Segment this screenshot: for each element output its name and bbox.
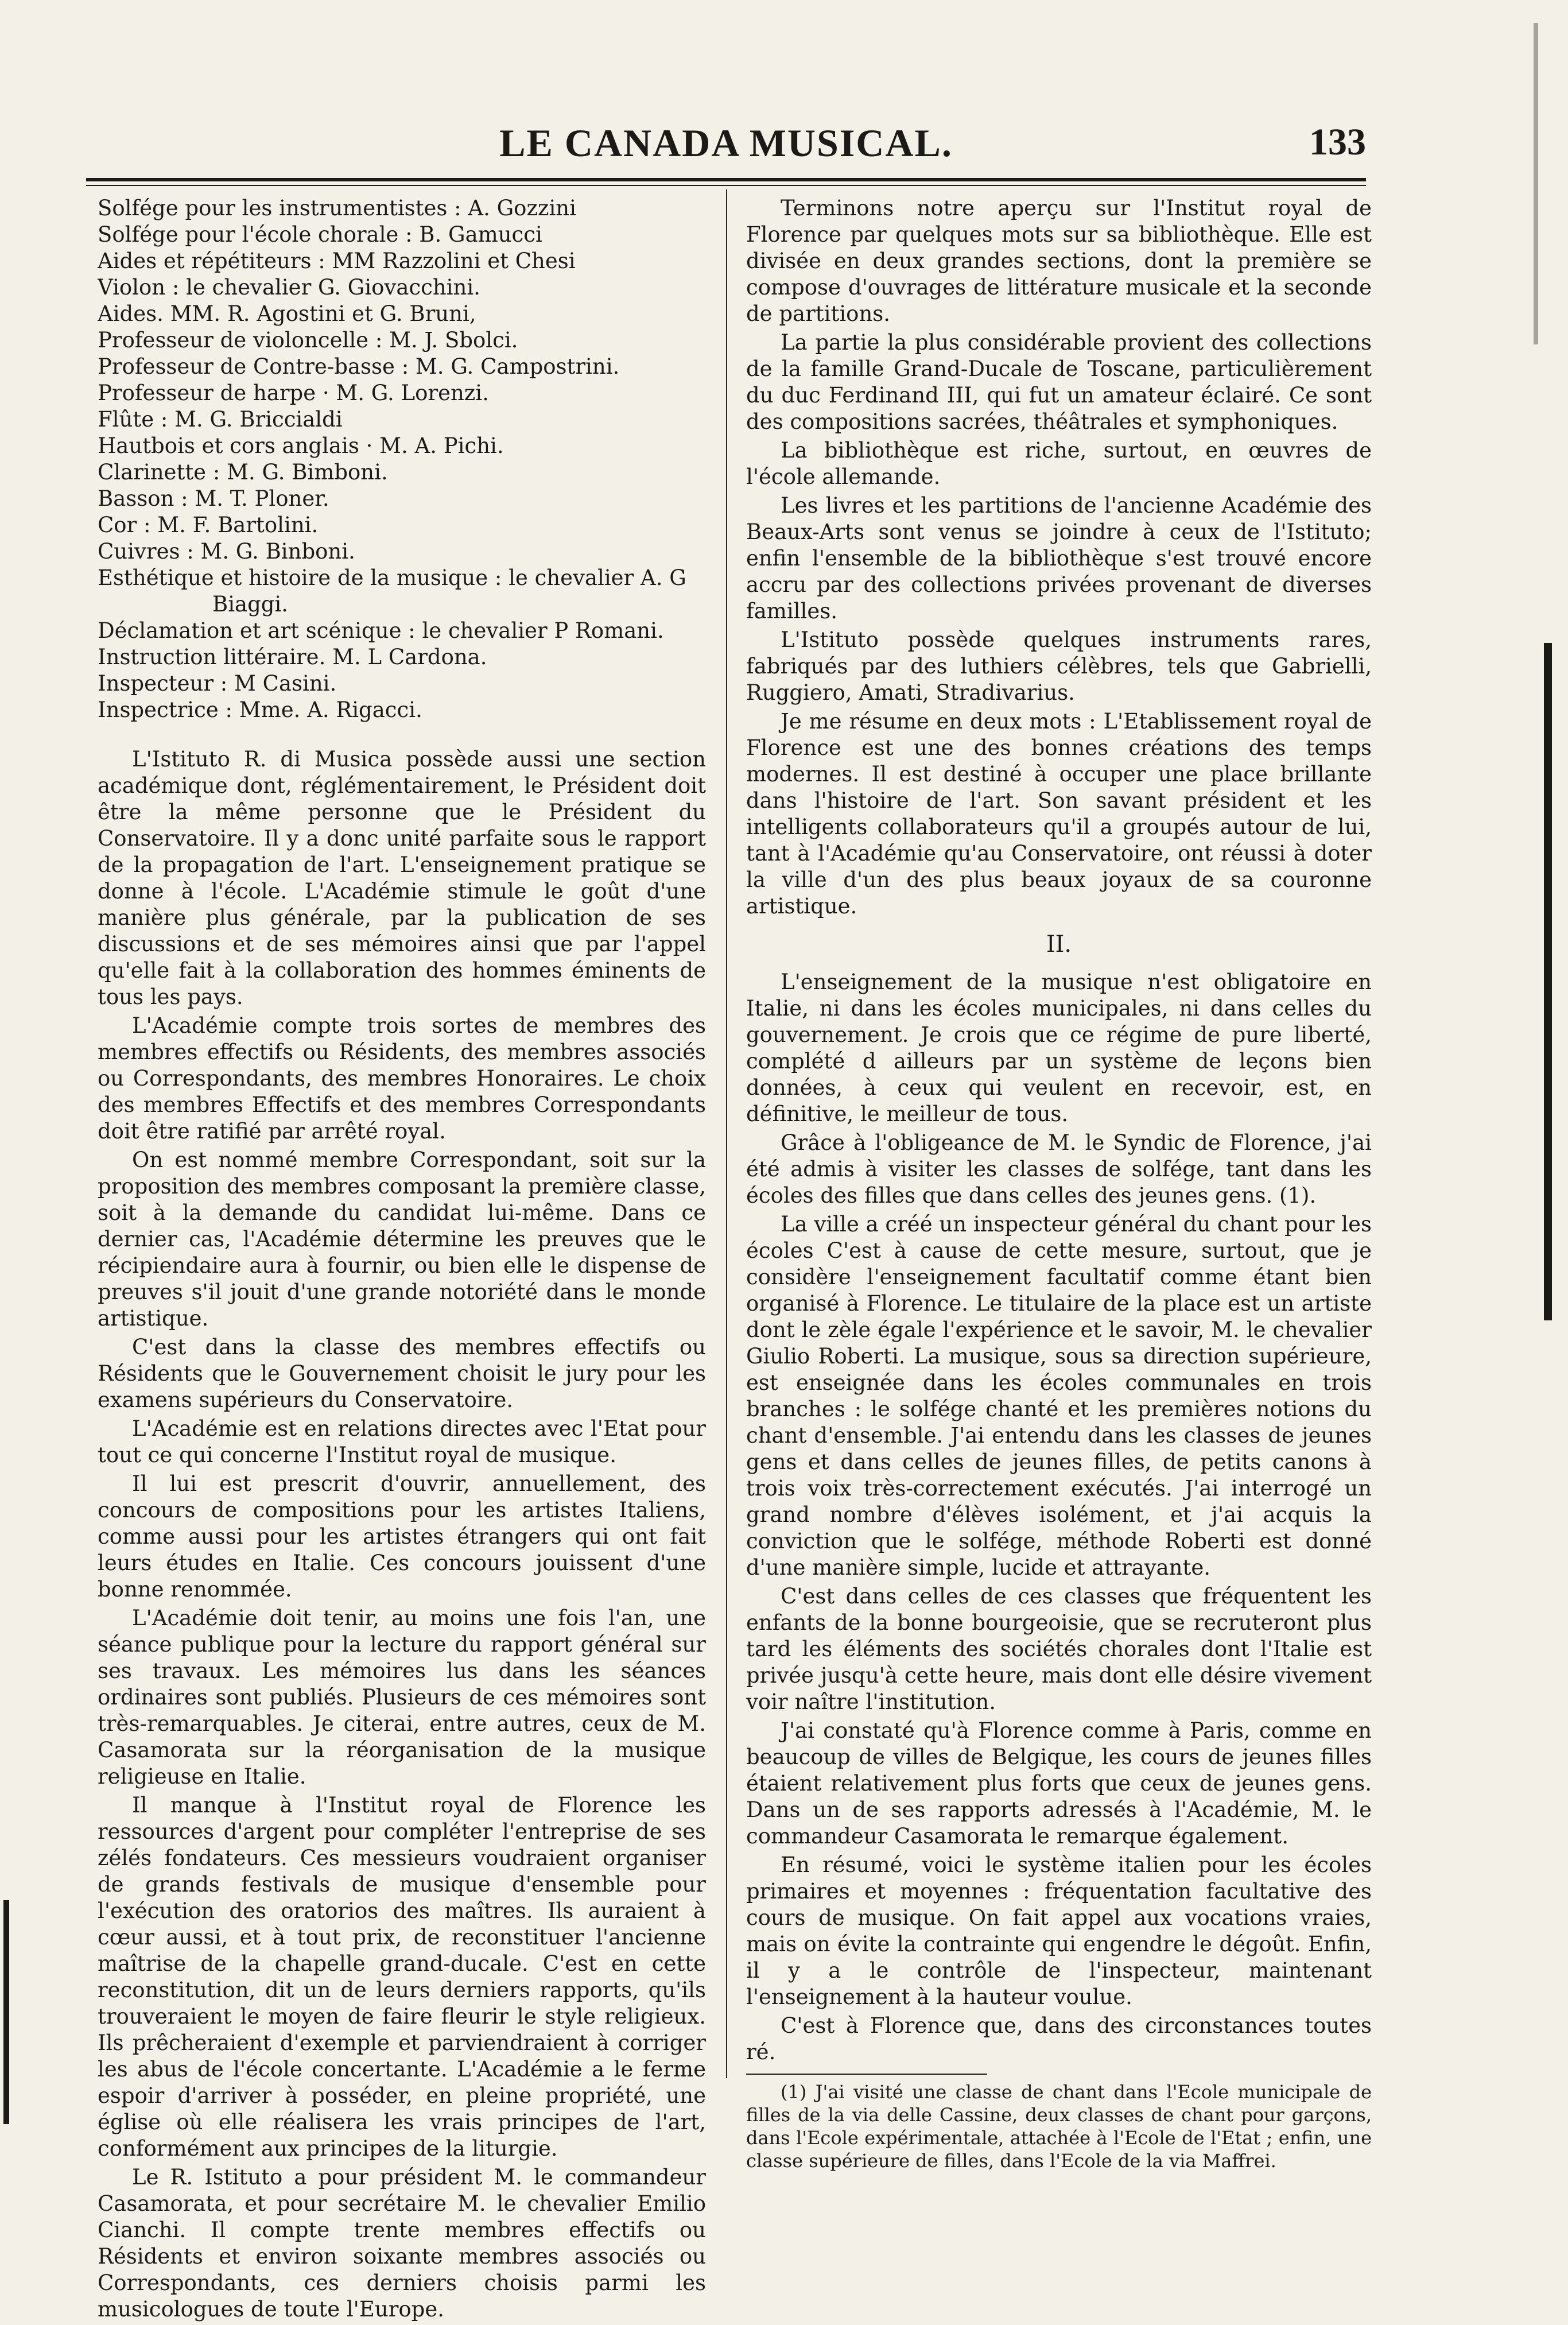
body-paragraph: Il manque à l'Institut royal de Florence les ressources d'argent pour compléter l'entreprise de ses zélés fondateurs. Ces messieurs voudraient organiser de grands festivals de musique d'ensemble pour l'exécution des oratorios des maîtres. Ils auraient à cœur aussi, et à tout prix, de reconstituer l'ancienne maîtrise de la chapelle grand-ducale. C'est en cette reconstitution, dit un de leurs derniers rapports, qu'ils trouveraient le moyen de faire fleurir le style religieux. Ils prêcheraient d'exemple et parviendraient à corriger les abus de l'école concertante. L'Académie a le ferme espoir d'arriver à posséder, en pleine propriété, une église où elle réalisera les vrais principes de l'art, conformément aux principes de la liturgie. xyxy=(98,1793,706,2161)
body-paragraph: L'Académie est en relations directes avec l'Etat pour tout ce qui concerne l'Institut royal de musique. xyxy=(98,1416,706,1467)
roster-line: Flûte : M. G. Briccialdi xyxy=(98,407,343,432)
roster-line: Cor : M. F. Bartolini. xyxy=(98,513,319,537)
page-number: 133 xyxy=(1309,121,1366,163)
roster-line: Professeur de violoncelle : M. J. Sbolci. xyxy=(98,328,518,352)
body-paragraph: C'est à Florence que, dans des circonstances toutes ré. xyxy=(746,2013,1372,2064)
roster-line: Solfége pour l'école chorale : B. Gamucci xyxy=(98,222,542,247)
roster-line: Solfége pour les instrumentistes : A. Gozzini xyxy=(98,196,576,220)
body-paragraph: Les livres et les partitions de l'ancienne Académie des Beaux-Arts sont venus se joindre à ceux de l'Istituto; enfin l'ensemble de la bibliothèque s'est trouvé encore accru par des collections privées provenant de diverses familles. xyxy=(746,493,1372,623)
body-paragraph: C'est dans celles de ces classes que fréquentent les enfants de la bonne bourgeoisie, que se recruteront plus tard les éléments des sociétés chorales dont l'Italie est privée jusqu'à cette heure, mais dont elle désire vivement voir naître l'institution. xyxy=(746,1584,1372,1714)
roster-line: Instruction littéraire. M. L Cardona. xyxy=(98,645,487,669)
body-paragraph: En résumé, voici le système italien pour les écoles primaires et moyennes : fréquentation facultative des cours de musique. On fait appel aux vocations vraies, mais on évite la contrainte qui engendre le dégoût. Enfin, il y a le contrôle de l'inspecteur, maintenant l'enseignement à la hauteur voulue. xyxy=(746,1853,1372,2009)
body-paragraph: On est nommé membre Correspondant, soit sur la proposition des membres composant la première classe, soit à la demande du candidat lui-même. Dans ce dernier cas, l'Académie détermine les preuves que le récipiendaire aura à fournir, ou bien elle le dispense de preuves s'il jouit d'une grande notoriété dans le monde artistique. xyxy=(98,1148,706,1331)
footnote-rule xyxy=(746,2074,987,2075)
page-header xyxy=(86,121,1366,172)
body-paragraph: La bibliothèque est riche, surtout, en œuvres de l'école allemande. xyxy=(746,438,1372,489)
right-column xyxy=(746,195,1372,2175)
body-paragraph: L'Istituto R. di Musica possède aussi une section académique dont, réglémentairement, le Président doit être la même personne que le Président du Conservatoire. Il y a donc unité parfaite sous le rapport de la propagation de l'art. L'enseignement pratique se donne à l'école. L'Académie stimule le goût d'une manière plus générale, par la publication de ses discussions et de ses mémoires ainsi que par l'appel qu'elle fait à la collaboration des hommes éminents de tous les pays. xyxy=(98,747,706,1009)
roster-line: Professeur de Contre-basse : M. G. Campostrini. xyxy=(98,354,620,379)
body-paragraph: Grâce à l'obligeance de M. le Syndic de Florence, j'ai été admis à visiter les classes de solfége, tant dans les écoles des filles que dans celles des jeunes gens. (1). xyxy=(746,1130,1372,1208)
roster-line: Inspectrice : Mme. A. Rigacci. xyxy=(98,698,422,722)
body-paragraph: Je me résume en deux mots : L'Etablissement royal de Florence est une des bonnes créations des temps modernes. Il est destiné à occuper une place brillante dans l'histoire de l'art. Son savant président et les intelligents collaborateurs qu'il a groupés autour de lui, tant à l'Académie qu'au Conservatoire, ont réussi à doter la ville d'un des plus beaux joyaux de sa couronne artistique. xyxy=(746,709,1372,919)
scan-edge-mark xyxy=(3,1900,9,2124)
roster-line: Hautbois et cors anglais · M. A. Pichi. xyxy=(98,433,504,458)
body-paragraph: C'est dans la classe des membres effectifs ou Résidents que le Gouvernement choisit le jury pour les examens supérieurs du Conservatoire. xyxy=(98,1335,706,1412)
body-paragraph: J'ai constaté qu'à Florence comme à Paris, comme en beaucoup de villes de Belgique, les cours de jeunes filles étaient relativement plus forts que ceux de jeunes gens. Dans un de ses rapports adressés à l'Académie, M. le commandeur Casamorata le remarque également. xyxy=(746,1718,1372,1849)
body-paragraph: La partie la plus considérable provient des collections de la famille Grand-Ducale de Toscane, particulièrement du duc Ferdinand III, qui fut un amateur éclairé. Ce sont des compositions sacrées, théâtrales et symphoniques. xyxy=(746,330,1372,434)
body-paragraph: L'Académie doit tenir, au moins une fois l'an, une séance publique pour la lecture du rapport général sur ses travaux. Les mémoires lus dans les séances ordinaires sont publiés. Plusieurs de ces mémoires sont très-remarquables. Je citerai, entre autres, ceux de M. Casamorata sur la réorganisation de la musique religieuse en Italie. xyxy=(98,1606,706,1789)
footnote: (1) J'ai visité une classe de chant dans l'Ecole municipale de filles de la via delle Cassine, deux classes de chant pour garçons, dans l'Ecole expérimentale, attachée à l'Ecole de l'Etat ; enfin, une classe supérieure de filles, dans l'Ecole de la via Maffrei. xyxy=(746,2081,1372,2172)
body-paragraph: Terminons notre aperçu sur l'Institut royal de Florence par quelques mots sur sa bibliothèque. Elle est divisée en deux grandes sections, dont la première se compose d'ouvrages de littérature musicale et la seconde de partitions. xyxy=(746,196,1372,326)
scan-edge-mark xyxy=(1544,643,1552,1320)
faculty-roster xyxy=(98,195,706,723)
header-rule xyxy=(86,178,1366,181)
roster-line: Biaggi. xyxy=(212,592,289,617)
roster-line: Cuivres : M. G. Binboni. xyxy=(98,539,355,564)
scan-edge-mark xyxy=(1534,23,1538,344)
body-paragraph: Il lui est prescrit d'ouvrir, annuellement, des concours de compositions pour les artistes Italiens, comme aussi pour les artistes étrangers qui ont fait leurs études en Italie. Ces concours jouissent d'une bonne renommée. xyxy=(98,1471,706,1602)
roster-line: Aides et répétiteurs : MM Razzolini et Chesi xyxy=(98,249,576,273)
roster-line: Inspecteur : M Casini. xyxy=(98,671,337,696)
roster-line: Esthétique et histoire de la musique : le chevalier A. G xyxy=(98,565,686,590)
section-heading: II. xyxy=(1046,931,1072,958)
running-title: LE CANADA MUSICAL. xyxy=(499,121,953,165)
column-divider xyxy=(726,189,727,2078)
roster-line: Violon : le chevalier G. Giovacchini. xyxy=(98,275,480,300)
header-rule-thin xyxy=(86,185,1366,186)
roster-line: Basson : M. T. Ploner. xyxy=(98,486,329,511)
roster-line: Clarinette : M. G. Bimboni. xyxy=(98,460,388,485)
body-paragraph: Le R. Istituto a pour président M. le commandeur Casamorata, et pour secrétaire M. le chevalier Emilio Cianchi. Il compte trente membres effectifs ou Résidents et environ soixante membres associés ou Correspondants, ces derniers choisis parmi les musicologues de toute l'Europe. xyxy=(98,2165,706,2322)
body-paragraph: L'enseignement de la musique n'est obligatoire en Italie, ni dans les écoles municipales, ni dans celles du gouvernement. Je crois que ce régime de pure liberté, complété d ailleurs par un système de leçons bien données, à ceux qui veulent en recevoir, est, en définitive, le meilleur de tous. xyxy=(746,970,1372,1126)
body-paragraph: L'Istituto possède quelques instruments rares, fabriqués par des luthiers célèbres, tels que Gabrielli, Ruggiero, Amati, Stradivarius. xyxy=(746,627,1372,705)
roster-line: Professeur de harpe · M. G. Lorenzi. xyxy=(98,381,489,405)
roster-line: Aides. MM. R. Agostini et G. Bruni, xyxy=(98,301,476,326)
left-column xyxy=(98,195,706,2325)
body-paragraph: La ville a créé un inspecteur général du chant pour les écoles C'est à cause de cette mesure, surtout, que je considère l'enseignement facultatif comme étant bien organisé à Florence. Le titulaire de la place est un artiste dont le zèle égale l'expérience et le savoir, M. le chevalier Giulio Roberti. La musique, sous sa direction supérieure, est enseignée dans les écoles communales en trois branches : le solfége chanté et les premières notions du chant d'ensemble. J'ai entendu dans les classes de jeunes gens et dans celles de jeunes filles, de petits canons à trois voix très-correctement exécutés. J'ai interrogé un grand nombre d'élèves isolément, et j'ai acquis la conviction que le solfége, méthode Roberti est donné d'une manière simple, lucide et attrayante. xyxy=(746,1212,1372,1580)
roster-line: Déclamation et art scénique : le chevalier P Romani. xyxy=(98,618,664,643)
body-paragraph: L'Académie compte trois sortes de membres des membres effectifs ou Résidents, des membres associés ou Correspondants, des membres Honoraires. Le choix des membres Effectifs et des membres Correspondants doit être ratifié par arrêté royal. xyxy=(98,1013,706,1144)
